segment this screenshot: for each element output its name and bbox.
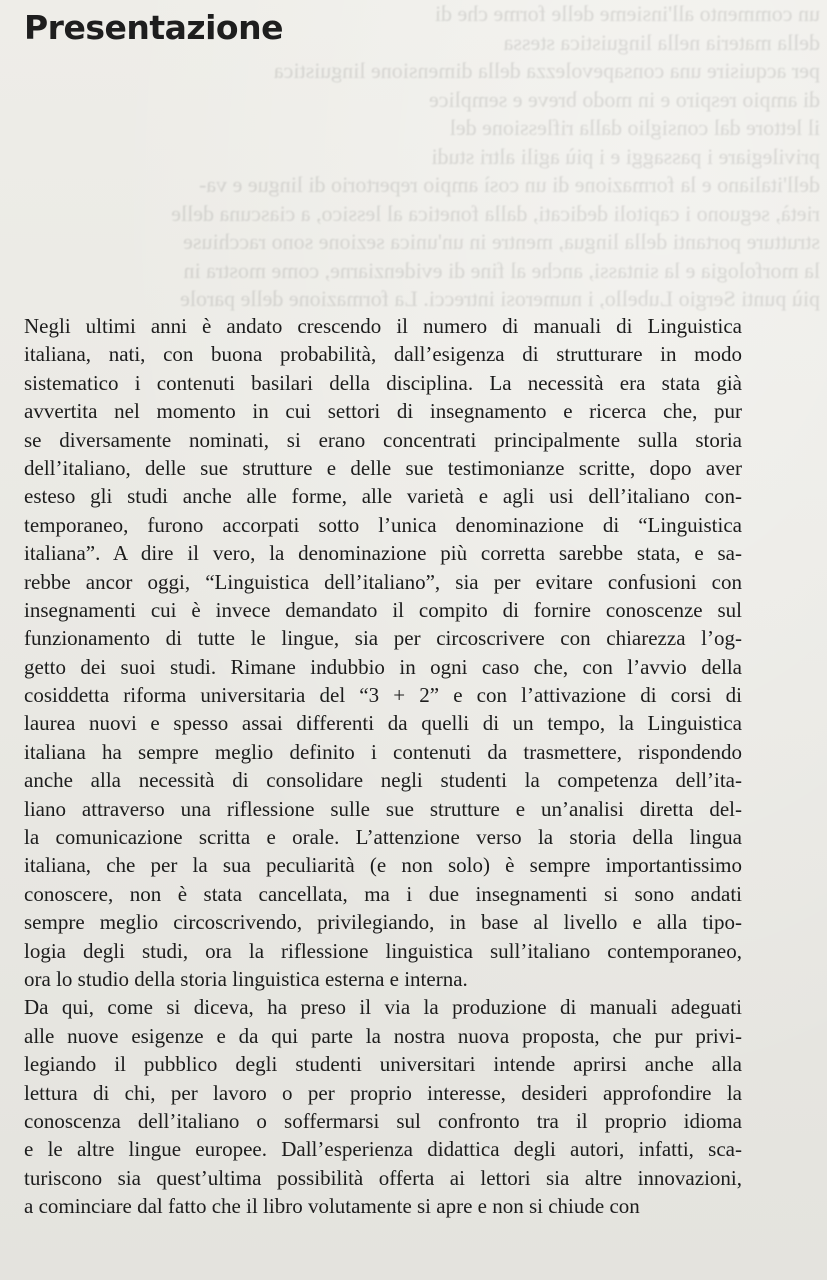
text-line: laurea nuovi e spesso assai differenti da quelli di un tempo, la Linguistica	[24, 711, 742, 736]
body-text	[24, 312, 742, 1221]
text-line: anche alla necessità di consolidare negli studenti la competenza dell’ita-	[24, 768, 742, 793]
text-line: italiana ha sempre meglio definito i contenuti da trasmettere, rispondendo	[24, 739, 742, 764]
show-through-line: per acquisire una consapevolezza della dimensione linguistica	[273, 58, 820, 83]
text-line: sistematico i contenuti basilari della disciplina. La necessità era stata già	[24, 370, 742, 395]
page-title: Presentazione	[24, 8, 283, 47]
text-line: a cominciare dal fatto che il libro volutamente si apre e non si chiude con	[24, 1194, 640, 1219]
show-through-line: della materia nella linguistica stessa	[503, 29, 820, 55]
text-line: sempre meglio circoscrivendo, privilegiando, in base al livello e alla tipo-	[24, 910, 742, 935]
text-line: conoscenza dell’italiano o soffermarsi sul confronto tra il proprio idioma	[24, 1108, 742, 1133]
text-line: legiando il pubblico degli studenti universitari intende aprirsi anche alla	[24, 1052, 742, 1077]
text-line: dell’italiano, delle sue strutture e delle sue testimonianze scritte, dopo aver	[24, 455, 742, 480]
show-through-line: il lettore dal consiglio dalla riflessione del	[449, 115, 820, 140]
show-through-line: di ampio respiro e in modo breve e semplice	[429, 86, 820, 112]
text-line: Negli ultimi anni è andato crescendo il numero di manuali di Linguistica	[24, 314, 742, 338]
show-through-line: più punti Sergio Lubello, i numerosi intrecci. La formazione delle parole	[180, 286, 820, 311]
text-line: cosiddetta riforma universitaria del “3 + 2” e con l’attivazione di corsi di	[24, 683, 742, 708]
text-line: insegnamenti cui è invece demandato il compito di fornire conoscenze sul	[24, 597, 742, 622]
paragraph	[24, 993, 742, 1220]
text-line: avvertita nel momento in cui settori di insegnamento e ricerca che, pur	[24, 399, 742, 424]
show-through-line: la morfologia e la sintassi, anche al fine di evidenziarne, come mostra in	[183, 257, 820, 283]
text-line: lettura di chi, per lavoro o per proprio interesse, desideri approfondire la	[24, 1080, 742, 1105]
paragraph	[24, 312, 742, 993]
show-through-line: rietà, seguono i capitoli dedicati, dalla fonetica al lessico, a ciascuna delle	[171, 200, 820, 226]
text-line: italiana, che per la sua peculiarità (e non solo) è sempre importantissimo	[24, 853, 742, 878]
show-through-line: un commento all'insieme delle forme che di	[434, 1, 820, 26]
text-line: la comunicazione scritta e orale. L’attenzione verso la storia della lingua	[24, 825, 742, 850]
text-line: liano attraverso una riflessione sulle sue strutture e un’analisi diretta del-	[24, 796, 742, 821]
text-line: logia degli studi, ora la riflessione linguistica sull’italiano contemporaneo,	[24, 938, 742, 963]
text-line: rebbe ancor oggi, “Linguistica dell’italiano”, sia per evitare confusioni con	[24, 569, 742, 594]
text-line: se diversamente nominati, si erano concentrati principalmente sulla storia	[24, 427, 742, 452]
text-line: italiana”. A dire il vero, la denominazione più corretta sarebbe stata, e sa-	[24, 541, 742, 566]
show-through-text	[171, 0, 820, 314]
show-through-line: strutture portanti della lingua, mentre in un'unica sezione sono racchiuse	[183, 229, 820, 254]
text-line: alle nuove esigenze e da qui parte la nostra nuova proposta, che pur privi-	[24, 1023, 742, 1048]
text-line: temporaneo, furono accorpati sotto l’unica denominazione di “Linguistica	[24, 512, 742, 537]
text-line: getto dei suoi studi. Rimane indubbio in ogni caso che, con l’avvio della	[24, 654, 742, 679]
text-line: Da qui, come si diceva, ha preso il via la produzione di manuali adeguati	[24, 995, 742, 1020]
text-line: conoscere, non è stata cancellata, ma i due insegnamenti si sono andati	[24, 881, 742, 906]
text-line: e le altre lingue europee. Dall’esperienza didattica degli autori, infatti, sca-	[24, 1137, 742, 1162]
show-through-line: privilegiare i passaggi e i più agili altri studi	[431, 143, 820, 169]
text-line: ora lo studio della storia linguistica esterna e interna.	[24, 966, 468, 991]
text-line: funzionamento di tutte le lingue, sia per circoscrivere con chiarezza l’og-	[24, 626, 742, 651]
text-line: esteso gli studi anche alle forme, alle varietà e agli usi dell’italiano con-	[24, 484, 742, 509]
text-line: italiana, nati, con buona probabilità, dall’esigenza di strutturare in modo	[24, 342, 742, 367]
text-line: turiscono sia quest’ultima possibilità offerta ai lettori sia altre innovazioni,	[24, 1165, 742, 1190]
show-through-line: dell'italiano e la formazione di un così ampio repertorio di lingue e va-	[199, 172, 820, 197]
